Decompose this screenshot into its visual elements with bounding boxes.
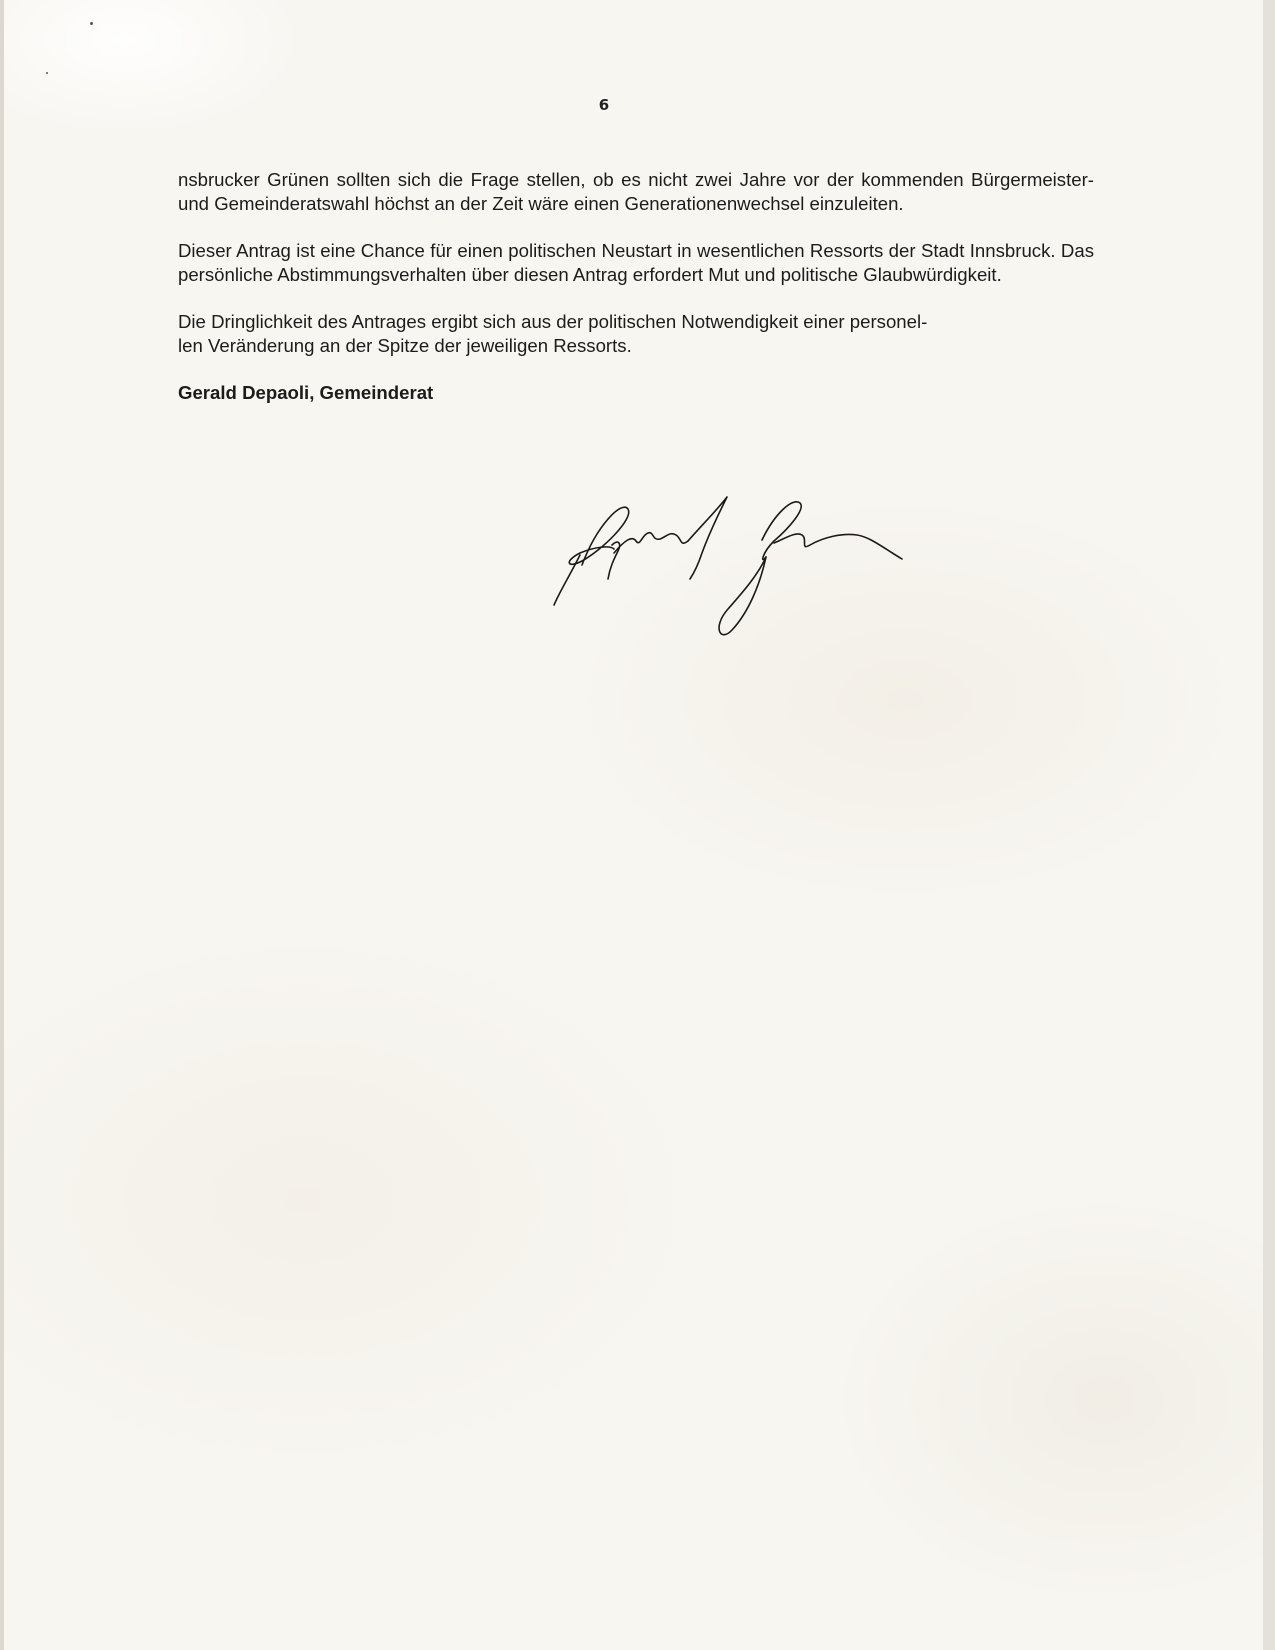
paragraph: nsbrucker Grünen sollten sich die Frage stellen, ob es nicht zwei Jahre vor der kommenden Bürgermeister- und Gemeinderatswahl höchst an der Zeit wäre einen Generationenwechsel einzuleiten. [178,169,1094,214]
scan-speck [46,72,48,74]
signer-name: Gerald Depaoli, Gemeinderat [178,382,434,403]
page-number: 6 [598,96,610,114]
letter-body [178,168,1094,428]
handwritten-signature [552,495,952,675]
paragraph: Die Dringlichkeit des Antrages ergibt sich aus der politischen Notwendigkeit einer personel- len Veränderung an der Spitze der jeweiligen Ressorts. [178,311,928,356]
paragraph: Dieser Antrag ist eine Chance für einen politischen Neustart in wesentlichen Ressorts der Stadt Innsbruck. Das persönliche Abstimmungsverhalten über diesen Antrag erfordert Mut und politische Glaubwürdigkeit. [178,240,1094,285]
scan-speck [90,22,93,25]
